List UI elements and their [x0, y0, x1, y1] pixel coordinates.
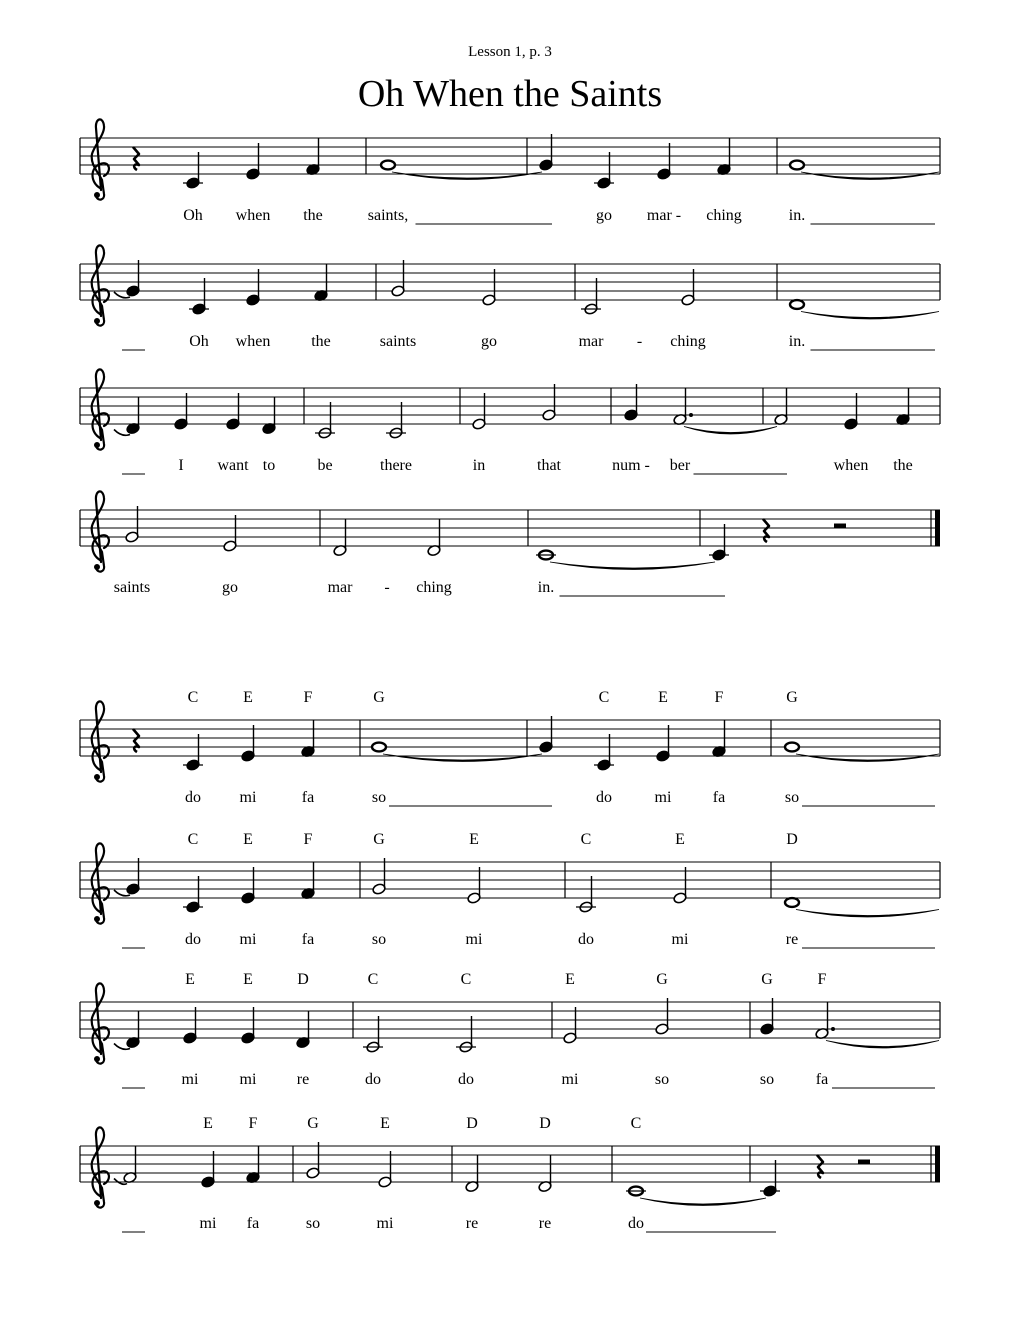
note-letter: F — [303, 831, 313, 848]
staff-system — [80, 862, 940, 898]
treble-clef-stroke — [92, 119, 109, 199]
note-letter: G — [373, 689, 385, 706]
tie-curve — [392, 172, 542, 180]
note-head — [296, 1012, 310, 1049]
treble-clef-stroke — [92, 701, 109, 781]
staff-system — [80, 264, 940, 300]
note-head — [655, 998, 669, 1035]
lyric-syllable: be — [317, 457, 333, 474]
treble-clef-icon — [92, 1127, 109, 1207]
augmentation-dot — [831, 1027, 835, 1031]
lyric-syllable: Oh — [189, 333, 209, 350]
tie-curve — [550, 562, 715, 570]
note-head — [201, 1151, 215, 1188]
lyric-syllable: fa — [301, 931, 315, 948]
lyric-syllable: mi — [376, 1215, 394, 1232]
note-head — [126, 1012, 140, 1049]
treble-clef-dot — [94, 564, 100, 570]
lyric-syllable: so — [371, 931, 387, 948]
note-letter: C — [580, 831, 592, 848]
final-barline — [935, 1146, 940, 1182]
lyric-syllable: go — [481, 333, 497, 350]
lyric-syllable: so — [784, 789, 800, 806]
note-head-oval — [785, 898, 799, 907]
lyric-syllable: mi — [239, 1071, 257, 1088]
lyric-syllable: do — [365, 1071, 381, 1088]
treble-clef-stroke — [92, 245, 109, 325]
staff-system — [80, 510, 940, 546]
note-letter: G — [656, 971, 668, 988]
song-title: Oh When the Saints — [357, 73, 663, 115]
lyric-syllable: so — [654, 1071, 670, 1088]
note-letter: E — [243, 831, 253, 848]
final-barline — [935, 510, 940, 546]
lyric-syllable: the — [303, 207, 323, 224]
note-head — [467, 867, 481, 904]
note-head — [624, 384, 638, 421]
quarter-rest-icon — [133, 729, 139, 752]
note-head — [223, 515, 237, 552]
note-head — [301, 721, 315, 758]
note-letter: C — [367, 971, 379, 988]
note-head — [241, 725, 255, 762]
lyric-syllable: mar - — [646, 207, 682, 224]
note-head — [241, 1007, 255, 1044]
note-letter: C — [187, 689, 199, 706]
note-head — [372, 858, 386, 895]
quarter-rest-icon — [817, 1155, 823, 1178]
note-letter: G — [373, 831, 385, 848]
note-head — [785, 743, 799, 752]
note-head — [378, 1151, 392, 1188]
lyric-syllable: num - — [612, 457, 650, 474]
treble-clef-dot — [94, 916, 100, 922]
staff-system — [80, 1002, 940, 1038]
treble-clef-icon — [92, 843, 109, 923]
note-head — [681, 269, 695, 306]
quarter-rest-icon — [763, 519, 769, 542]
note-letter: D — [539, 1115, 551, 1132]
lyric-syllable: mi — [181, 1071, 199, 1088]
lyric-syllable: in — [472, 457, 486, 474]
note-head — [717, 139, 731, 176]
lyric-syllable: so — [371, 789, 387, 806]
note-head — [246, 143, 260, 180]
note-head — [579, 876, 593, 913]
staff-system — [80, 720, 940, 756]
note-head — [125, 506, 139, 543]
treble-clef-dot — [94, 442, 100, 448]
lyric-syllable: do — [185, 931, 201, 948]
treble-clef-dot — [94, 1200, 100, 1206]
note-head — [262, 398, 276, 435]
note-head — [712, 721, 726, 758]
lyric-syllable: saints — [379, 333, 417, 350]
note-head — [126, 858, 140, 895]
note-head — [126, 260, 140, 297]
tie-curve — [383, 754, 542, 762]
note-head — [427, 520, 441, 557]
note-letter: E — [243, 971, 253, 988]
note-head — [896, 389, 910, 426]
lyric-syllable: when — [833, 457, 869, 474]
note-head — [539, 134, 553, 171]
note-head — [126, 398, 140, 435]
note-head — [301, 863, 315, 900]
note-head — [712, 524, 726, 561]
note-head — [790, 300, 804, 309]
lyric-hyphen: - — [636, 333, 643, 350]
staff-system — [80, 388, 940, 424]
half-rest-icon — [858, 1160, 870, 1165]
note-letter: F — [714, 689, 724, 706]
note-head — [226, 393, 240, 430]
lyric-syllable: in. — [788, 333, 806, 350]
lyric-syllable: saints, — [367, 207, 409, 224]
note-letter: E — [380, 1115, 390, 1132]
note-letter: F — [248, 1115, 258, 1132]
tie-curve — [801, 312, 939, 320]
note-head — [372, 743, 386, 752]
treble-clef-stroke — [92, 983, 109, 1063]
note-head — [472, 393, 486, 430]
quarter-rest-icon — [133, 147, 139, 170]
note-head — [815, 1003, 835, 1040]
lyric-syllable: ching — [416, 579, 452, 596]
treble-clef-stroke — [92, 1127, 109, 1207]
note-letter: G — [761, 971, 773, 988]
lyric-syllable: to — [262, 457, 276, 474]
lyric-syllable: ber — [669, 457, 691, 474]
note-letter: G — [307, 1115, 319, 1132]
note-head — [381, 161, 395, 170]
lyric-syllable: mi — [239, 789, 257, 806]
note-head — [673, 867, 687, 904]
lyric-syllable: re — [785, 931, 799, 948]
lyric-syllable: the — [893, 457, 913, 474]
tie-curve — [826, 1041, 939, 1049]
lyric-syllable: mar — [327, 579, 353, 596]
note-head — [306, 139, 320, 176]
note-head-oval — [372, 743, 386, 752]
treble-clef-icon — [92, 491, 109, 571]
lyric-syllable: fa — [301, 789, 315, 806]
tie-curve — [684, 427, 777, 435]
note-head — [123, 1147, 137, 1184]
lyric-syllable: saints — [113, 579, 151, 596]
lyric-syllable: Oh — [183, 207, 203, 224]
note-head — [844, 393, 858, 430]
note-letter: E — [469, 831, 479, 848]
lyric-syllable: in. — [537, 579, 555, 596]
note-head — [657, 143, 671, 180]
lyric-syllable: fa — [712, 789, 726, 806]
lyric-syllable: mi — [239, 931, 257, 948]
note-head — [785, 898, 799, 907]
lesson-header: Lesson 1, p. 3 — [468, 44, 552, 60]
note-head — [183, 1007, 197, 1044]
note-head — [538, 1156, 552, 1193]
lyric-syllable: do — [628, 1215, 644, 1232]
note-letter: E — [185, 971, 195, 988]
treble-clef-dot — [94, 318, 100, 324]
lyric-syllable: mi — [654, 789, 672, 806]
note-head — [597, 734, 611, 771]
lyric-syllable: ching — [706, 207, 742, 224]
lyric-syllable: want — [217, 457, 249, 474]
note-head-oval — [790, 161, 804, 170]
note-letter: D — [297, 971, 309, 988]
treble-clef-stroke — [92, 491, 109, 571]
lyric-syllable: mi — [671, 931, 689, 948]
treble-clef-stroke — [92, 369, 109, 449]
lyric-syllable: mi — [561, 1071, 579, 1088]
lyric-syllable: re — [296, 1071, 310, 1088]
note-head — [186, 876, 200, 913]
tie-curve — [801, 172, 939, 180]
note-head — [465, 1156, 479, 1193]
lyric-syllable: do — [458, 1071, 474, 1088]
treble-clef-icon — [92, 369, 109, 449]
note-letter: E — [203, 1115, 213, 1132]
note-letter: E — [243, 689, 253, 706]
note-letter: E — [565, 971, 575, 988]
lyric-syllable: ching — [670, 333, 706, 350]
note-head — [563, 1007, 577, 1044]
lyric-syllable: mi — [199, 1215, 217, 1232]
lyric-syllable: go — [222, 579, 238, 596]
lyric-syllable: do — [596, 789, 612, 806]
note-head — [459, 1016, 473, 1053]
lyric-syllable: so — [759, 1071, 775, 1088]
lyric-syllable: the — [311, 333, 331, 350]
note-head — [186, 152, 200, 189]
lyric-syllable: there — [380, 457, 412, 474]
staff-system — [80, 138, 940, 174]
tie-curve — [796, 754, 939, 762]
lyric-syllable: re — [538, 1215, 552, 1232]
note-head — [656, 725, 670, 762]
note-head — [333, 520, 347, 557]
note-head — [584, 278, 598, 315]
lyric-syllable: do — [578, 931, 594, 948]
treble-clef-dot — [94, 774, 100, 780]
treble-clef-icon — [92, 119, 109, 199]
note-head — [760, 998, 774, 1035]
lyric-syllable: that — [537, 457, 561, 474]
note-letter: C — [630, 1115, 642, 1132]
note-head — [174, 393, 188, 430]
treble-clef-dot — [94, 1056, 100, 1062]
lyric-syllable: when — [235, 207, 271, 224]
note-head — [306, 1142, 320, 1179]
treble-clef-icon — [92, 983, 109, 1063]
note-head — [482, 269, 496, 306]
tie-curve — [796, 910, 939, 918]
note-letter: F — [817, 971, 827, 988]
note-head — [192, 278, 206, 315]
note-letter: D — [466, 1115, 478, 1132]
note-letter: E — [675, 831, 685, 848]
note-head — [673, 389, 693, 426]
note-head-oval — [381, 161, 395, 170]
note-head — [539, 716, 553, 753]
note-head — [318, 402, 332, 439]
lyric-syllable: go — [596, 207, 612, 224]
lyric-syllable: re — [465, 1215, 479, 1232]
note-head — [542, 384, 556, 421]
lyric-syllable: when — [235, 333, 271, 350]
note-head-oval — [790, 300, 804, 309]
treble-clef-icon — [92, 245, 109, 325]
note-head — [389, 402, 403, 439]
lyric-syllable: do — [185, 789, 201, 806]
note-head — [246, 269, 260, 306]
note-head — [241, 867, 255, 904]
lyric-syllable: in. — [788, 207, 806, 224]
note-head — [774, 389, 788, 426]
note-letter: C — [187, 831, 199, 848]
note-head — [366, 1016, 380, 1053]
treble-clef-dot — [94, 192, 100, 198]
note-head — [391, 260, 405, 297]
note-letter: C — [598, 689, 610, 706]
half-rest-icon — [834, 524, 846, 529]
note-head — [186, 734, 200, 771]
note-letter: D — [786, 831, 798, 848]
note-head — [597, 152, 611, 189]
lyric-syllable: mi — [465, 931, 483, 948]
note-head — [246, 1147, 260, 1184]
note-letter: C — [460, 971, 472, 988]
lyric-syllable: I — [178, 457, 184, 474]
note-head — [314, 265, 328, 302]
note-head-oval — [785, 743, 799, 752]
lyric-syllable: mar — [578, 333, 604, 350]
note-letter: E — [658, 689, 668, 706]
lyric-hyphen: - — [384, 579, 390, 596]
lyric-syllable: so — [305, 1215, 321, 1232]
note-head — [763, 1160, 777, 1197]
augmentation-dot — [689, 413, 693, 417]
lyric-syllable: fa — [246, 1215, 260, 1232]
note-head — [790, 161, 804, 170]
tie-curve — [640, 1198, 766, 1206]
note-letter: F — [303, 689, 313, 706]
note-letter: G — [786, 689, 798, 706]
treble-clef-icon — [92, 701, 109, 781]
treble-clef-stroke — [92, 843, 109, 923]
lyric-syllable: fa — [815, 1071, 829, 1088]
